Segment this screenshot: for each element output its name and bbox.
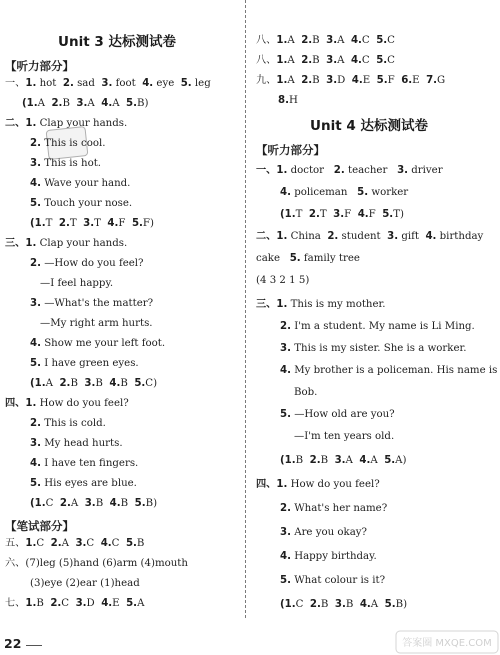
u4-q3-line5: Bob. (294, 387, 318, 398)
item-number: 8. (278, 95, 289, 106)
item-number: 2. (301, 35, 313, 46)
item-number: 5. (126, 98, 138, 109)
item-number: 5. (180, 78, 192, 89)
u3-q2-line3: 3. This is hot. (30, 158, 102, 169)
item-answer: A (337, 35, 345, 46)
item-answer: A (137, 598, 145, 609)
u3-q6-line2: (3)eye (2)ear (1)head (30, 578, 140, 589)
item-number: 6. (401, 75, 413, 86)
item-answer: family tree (300, 253, 360, 264)
u3-q1-items (25, 78, 210, 89)
item-answer: F (368, 209, 376, 220)
item-number: 一、1. (256, 165, 288, 176)
item-number: 二、1. (256, 231, 288, 242)
item-answer: E (112, 598, 120, 609)
item-number: 3. (101, 78, 113, 89)
item-number: (1. (30, 218, 46, 229)
u4-q4-line4: 4. Happy birthday. (280, 551, 377, 562)
item-number: (1. (280, 599, 296, 610)
item-answer: A (37, 98, 45, 109)
u3-q8-line: 八、1.A 2.B 3.A 4.C 5.C (256, 35, 395, 46)
item-answer: E (412, 75, 420, 86)
u4-q4-line2: 2. What's her name? (280, 503, 388, 514)
u3-q5-line: 五、1.C 2.A 3.C 4.C 5.B (5, 538, 145, 549)
item-answer: B) (145, 498, 158, 509)
item-number: 3. (387, 231, 399, 242)
u3-q4-line1: 四、1. How do you feel? (5, 398, 129, 409)
u4-q1-line1 (256, 165, 443, 177)
item-answer: C (111, 538, 120, 549)
item-number: 2. (309, 455, 321, 466)
item-answer: F (387, 75, 395, 86)
item-answer: B (70, 378, 78, 389)
item-answer: leg (191, 78, 211, 89)
item-number: 3. (334, 599, 346, 610)
item-answer: B (95, 498, 104, 509)
u3-q4-answers (30, 498, 157, 510)
item-number: 4. (350, 55, 362, 66)
item-number: 3. (75, 598, 87, 609)
item-number: 3. (326, 55, 338, 66)
item-number: 4. (425, 231, 437, 242)
item-number: 4. (101, 98, 113, 109)
item-answer: policeman (290, 187, 348, 198)
item-answer: sad (73, 78, 95, 89)
unit3-writing-header: 【笔试部分】 (5, 519, 74, 533)
item-number: 4. (351, 75, 363, 86)
u4-q1-answers (280, 209, 404, 221)
u3-q2-line5: 5. Touch your nose. (30, 198, 133, 209)
item-answer: B (36, 598, 44, 609)
u4-q4-line5: 5. What colour is it? (280, 575, 386, 586)
item-number: 5. (376, 75, 388, 86)
item-answer: A (370, 599, 379, 610)
item-number: 3. (333, 209, 345, 220)
u3-q3-line1: 三、1. Clap your hands. (5, 238, 128, 249)
item-number: 3. (397, 165, 409, 176)
item-answer: B (345, 599, 354, 610)
item-answer: B (295, 455, 304, 466)
u4-q3-line4: 4. My brother is a policeman. His name is (280, 365, 498, 376)
unit4-listening-header: 【听力部分】 (256, 143, 325, 157)
item-number: (1. (280, 455, 296, 466)
item-answer: A (287, 55, 295, 66)
item-answer: B (312, 35, 320, 46)
item-number: 1. (25, 598, 37, 609)
u4-q3-line6: 5. —How old are you? (280, 409, 395, 420)
u4-q2-answers: (4 3 2 1 5) (256, 275, 310, 286)
item-answer: student (338, 231, 381, 242)
item-number: 3. (75, 538, 87, 549)
item-number: 2. (62, 78, 74, 89)
u3-q3-line7: 5. I have green eyes. (30, 358, 139, 369)
item-answer: A (61, 538, 69, 549)
u3-q2-answers (30, 218, 154, 230)
item-answer: birthday (436, 231, 484, 242)
item-answer: gift (398, 231, 419, 242)
u3-q4-line3: 3. My head hurts. (30, 438, 123, 449)
u3-q9-line: 九、1.A 2.B 3.D 4.E 5.F 6.E 7.G (256, 75, 446, 86)
item-number: (1. (30, 498, 46, 509)
item-number: (1. (280, 209, 296, 220)
u4-q1-line2 (280, 187, 408, 199)
u3-q1-answers (22, 98, 148, 110)
item-number: 4. (100, 538, 112, 549)
item-number: 2. (333, 165, 345, 176)
item-number: 5. (384, 455, 396, 466)
item-number: 4. (359, 455, 371, 466)
item-answer: C (387, 35, 395, 46)
item-number: 3. (84, 378, 96, 389)
item-answer: B (120, 498, 129, 509)
item-number: 4. (101, 598, 113, 609)
item-number: 5. (125, 538, 137, 549)
u3-q3-answers (30, 378, 157, 390)
page-number: 22 (4, 636, 22, 651)
item-answer: China (287, 231, 321, 242)
u4-q4-answers (280, 599, 407, 611)
item-answer: A (87, 98, 95, 109)
item-answer: A (70, 498, 79, 509)
item-answer: foot (112, 78, 136, 89)
item-answer: B (312, 75, 320, 86)
item-number: 4. (357, 209, 369, 220)
item-number: 2. (59, 378, 71, 389)
item-answer: A (345, 455, 353, 466)
item-answer: B) (137, 98, 149, 109)
item-number: 3. (326, 75, 338, 86)
u3-q3-line5: —My right arm hurts. (40, 318, 153, 329)
item-number: 2. (50, 538, 62, 549)
item-number: 7. (426, 75, 438, 86)
item-answer: C (45, 498, 54, 509)
u3-q1-line: 一、1. hot 2. sad 3. foot 4. eye 5. leg (5, 78, 211, 89)
item-number: 4. (109, 378, 121, 389)
item-answer: eye (153, 78, 175, 89)
item-answer: T (94, 218, 101, 229)
item-answer: B (320, 599, 329, 610)
item-answer: B (62, 98, 70, 109)
unit3-listening-header: 【听力部分】 (5, 59, 74, 73)
u4-q2-line2 (256, 253, 360, 265)
column-divider (245, 0, 246, 618)
item-number: 5. (134, 498, 146, 509)
item-number: 5. (357, 187, 369, 198)
page-number-rule (26, 645, 42, 646)
item-answer: teacher (344, 165, 388, 176)
item-answer: C (361, 35, 370, 46)
item-number: 3. (334, 455, 346, 466)
item-answer: D (337, 75, 346, 86)
item-answer: C (295, 599, 304, 610)
item-answer: T (319, 209, 327, 220)
item-answer: F (118, 218, 126, 229)
item-number: 2. (51, 98, 63, 109)
item-answer: C (361, 55, 370, 66)
watermark-text: 答案圈 MXQE.COM (402, 638, 492, 649)
u3-q2-line4: 4. Wave your hand. (30, 178, 131, 189)
item-answer: A (287, 35, 295, 46)
item-answer: C (86, 538, 95, 549)
u3-q9-extra (278, 95, 298, 107)
u3-q3-line4: 3. —What's the matter? (30, 298, 154, 309)
item-answer: doctor (287, 165, 325, 176)
item-number: 2. (327, 231, 339, 242)
item-number: 5. (382, 209, 394, 220)
item-answer: D (86, 598, 95, 609)
u3-q4-line2: 2. This is cold. (30, 418, 106, 429)
item-number: 2. (309, 599, 321, 610)
item-answer: F (344, 209, 352, 220)
item-number: 4. (107, 218, 119, 229)
u3-q2-line1: 二、1. Clap your hands. (5, 118, 128, 129)
item-number: 5. (126, 598, 138, 609)
item-answer: hot (36, 78, 57, 89)
item-answer: C (387, 55, 395, 66)
item-answer: B (136, 538, 145, 549)
item-answer: C) (145, 378, 158, 389)
item-answer: worker (368, 187, 409, 198)
item-number: 1. (276, 75, 288, 86)
item-answer: G (437, 75, 446, 86)
unit4-title: Unit 4 达标测试卷 (310, 118, 428, 134)
u3-q8-line-b: 八、1.A 2.B 3.A 4.C 5.C (256, 55, 395, 66)
item-number: (1. (22, 98, 38, 109)
item-number: 4. (142, 78, 154, 89)
item-answer: B (320, 455, 329, 466)
item-number: 4. (350, 35, 362, 46)
item-answer: E (362, 75, 371, 86)
item-number: 2. (50, 598, 62, 609)
u3-q6-line1: 六、(7)leg (5)hand (6)arm (4)mouth (5, 558, 188, 569)
u3-q4-line5: 5. His eyes are blue. (30, 478, 137, 489)
item-answer: A (287, 75, 295, 86)
item-number: 3. (84, 498, 96, 509)
item-number: 5. (376, 55, 388, 66)
u4-q3-answers (280, 455, 407, 467)
unit3-title: Unit 3 达标测试卷 (58, 34, 176, 50)
item-answer: T (69, 218, 77, 229)
item-number: 1. (276, 35, 288, 46)
item-number: 4. (280, 187, 291, 198)
u4-q3-line2: 2. I'm a student. My name is Li Ming. (280, 321, 475, 332)
item-number: 3. (326, 35, 338, 46)
item-number: 4. (109, 498, 121, 509)
item-answer: T (45, 218, 53, 229)
u3-q4-line4: 4. I have ten fingers. (30, 458, 139, 469)
item-answer: cake (256, 253, 280, 264)
item-answer: B (95, 378, 103, 389)
item-answer: F) (142, 218, 154, 229)
item-answer: A (45, 378, 53, 389)
item-number: 1. (25, 538, 37, 549)
item-number: 5. (376, 35, 388, 46)
item-number: 1. (25, 78, 37, 89)
item-number: 5. (384, 599, 396, 610)
u3-q3-line2: 2. —How do you feel? (30, 258, 144, 269)
item-number: 5. (134, 378, 146, 389)
item-number: 2. (58, 218, 70, 229)
u4-q3-line7: —I'm ten years old. (294, 431, 395, 442)
item-number: 3. (76, 98, 88, 109)
item-number: 4. (359, 599, 371, 610)
item-number: 2. (301, 55, 313, 66)
watermark-logo-icon (395, 630, 499, 654)
item-number: 2. (301, 75, 313, 86)
item-answer: T) (393, 209, 404, 220)
item-answer: B (312, 55, 320, 66)
item-number: 3. (83, 218, 95, 229)
item-answer: A) (395, 455, 407, 466)
item-answer: A (337, 55, 345, 66)
item-number: (1. (30, 378, 46, 389)
item-answer: A (112, 98, 120, 109)
item-answer: H (288, 95, 298, 106)
u4-q4-line3: 3. Are you okay? (280, 527, 367, 538)
item-number: 2. (308, 209, 320, 220)
item-number: 5. (131, 218, 143, 229)
u4-q2-line1 (256, 231, 483, 243)
item-number: 2. (59, 498, 71, 509)
u3-q3-line3: —I feel happy. (40, 278, 114, 289)
item-answer: C (61, 598, 70, 609)
item-answer: C (36, 538, 45, 549)
item-answer: T (295, 209, 303, 220)
item-answer: B (120, 378, 128, 389)
u3-q7-line: 七、1.B 2.C 3.D 4.E 5.A (5, 598, 145, 609)
u4-q3-line1: 三、1. This is my mother. (256, 299, 386, 310)
item-answer: A (370, 455, 378, 466)
item-number: 5. (289, 253, 301, 264)
u3-q3-line6: 4. Show me your left foot. (30, 338, 166, 349)
item-number: 1. (276, 55, 288, 66)
item-answer: driver (408, 165, 443, 176)
u4-q4-line1: 四、1. How do you feel? (256, 479, 380, 490)
item-answer: B) (395, 599, 408, 610)
u4-q3-line3: 3. This is my sister. She is a worker. (280, 343, 467, 354)
u3-q2-line2: 2. This is cool. (30, 138, 106, 149)
